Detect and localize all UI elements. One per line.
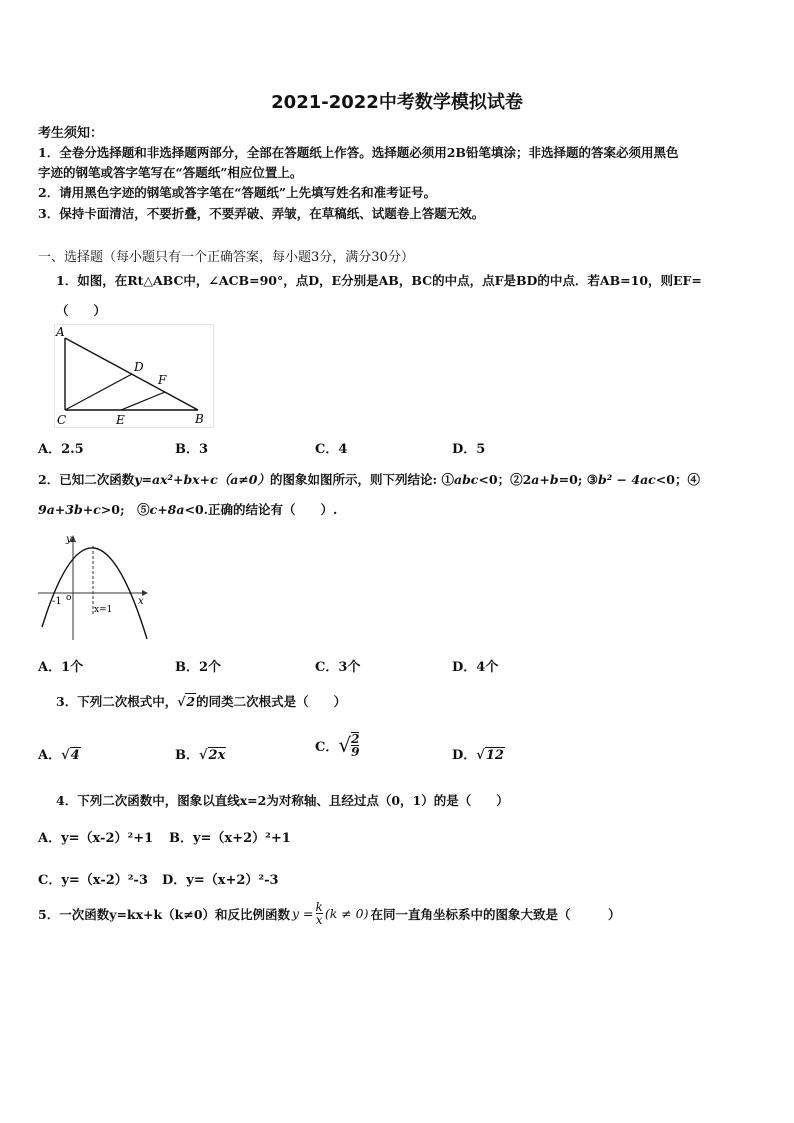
radicand: 12 <box>485 748 504 763</box>
q3-option-c[interactable]: C．√ $\frac{2}{9}$ <box>315 732 360 759</box>
numerator: k <box>315 900 323 914</box>
q2-expr: b <box>549 472 559 487</box>
sqrt-2: √2 <box>177 694 196 709</box>
label-f: F <box>158 373 167 387</box>
notice-item: 字迹的钢笔或答字笔写在“答题纸”相应位置上。 <box>38 165 303 180</box>
q2-text: >0; ⑤ <box>100 502 150 517</box>
section-heading: 一、选择题（每小题只有一个正确答案，每小题3分，满分30分） <box>38 250 414 265</box>
q2-text: <0；④ <box>655 472 700 487</box>
segment-ef <box>121 392 165 410</box>
label-minus-one: -1 <box>52 596 62 607</box>
q1-option-b[interactable]: B．3 <box>175 442 209 457</box>
q2-stem-line2 <box>38 500 337 518</box>
segment-cd <box>65 374 132 410</box>
q2-text: <0.正确的结论有（ ）. <box>184 502 338 517</box>
q3-stem <box>56 692 346 710</box>
fraction-k-over-x <box>316 901 323 926</box>
q5-text: 5．一次函数y=kx+k（k≠0）和反比例函数 <box>38 906 291 922</box>
option-letter: B． <box>175 748 199 763</box>
option-letter: C． <box>315 739 339 755</box>
sqrt-4: √4 <box>61 748 80 763</box>
q1-option-c[interactable]: C．4 <box>315 442 348 457</box>
radicand: 2 <box>186 694 196 709</box>
q3-option-b[interactable] <box>175 744 226 763</box>
q2-text: + <box>539 472 550 487</box>
q2-stem-line1 <box>38 470 700 488</box>
label-x: x <box>138 596 144 607</box>
q2-text: 2．已知二次函数 <box>38 472 135 487</box>
q4-option-c[interactable]: C．y=（x-2）²-3 <box>38 873 148 888</box>
notice-item: 2．请用黑色字迹的钢笔或答字笔在“答题纸”上先填写姓名和准考证号。 <box>38 185 437 200</box>
radicand: 4 <box>70 748 80 763</box>
q2-expr: b² − 4ac <box>597 472 656 487</box>
label-b: B <box>195 412 204 426</box>
page-title: 2021-2022中考数学模拟试卷 <box>271 92 523 113</box>
q3-option-d[interactable] <box>452 744 505 763</box>
label-y: y <box>66 534 72 545</box>
label-a: A <box>56 325 65 339</box>
q5-stem <box>38 901 621 926</box>
denominator: 9 <box>351 745 360 759</box>
q4-option-b[interactable]: B．y=（x+2）²+1 <box>169 831 291 846</box>
q3-text: 3．下列二次根式中， <box>56 694 178 709</box>
q2-text: <0；②2 <box>478 472 532 487</box>
denominator: x <box>315 913 323 927</box>
label-origin: o <box>66 593 72 603</box>
notice-heading: 考生须知： <box>38 126 104 141</box>
q2-expr: 9a+3b+c <box>38 502 101 517</box>
q1-stem-blank: （ ） <box>56 303 107 318</box>
q1-stem: 1．如图，在Rt△ABC中，∠ACB=90°，点D，E分别是AB，BC的中点，点F是BD的中点．若AB=10，则EF= <box>56 273 702 288</box>
q3-option-a[interactable] <box>38 744 81 763</box>
label-e: E <box>116 413 125 427</box>
q5-text: 在同一直角坐标系中的图象大致是（ ） <box>370 906 621 922</box>
q2-function: y=ax²+bx+c（a≠0） <box>134 472 270 487</box>
q2-text: 的图象如图所示，则下列结论: ① <box>270 472 454 487</box>
q1-option-a[interactable]: A．2.5 <box>38 442 84 457</box>
label-axis-x1: x=1 <box>94 605 113 615</box>
sqrt-12: √12 <box>476 748 504 763</box>
sqrt-2x: √2x <box>199 748 226 763</box>
option-letter: D． <box>452 748 477 763</box>
q2-option-b[interactable]: B．2个 <box>175 660 222 675</box>
q2-expr: abc <box>453 472 479 487</box>
q2-option-a[interactable]: A．1个 <box>38 660 84 675</box>
notice-item: 1．全卷分选择题和非选择题两部分，全部在答题纸上作答。选择题必须用2B铅笔填涂；非选择题的答案必须用黑色 <box>38 145 679 160</box>
q1-option-d[interactable]: D．5 <box>452 442 486 457</box>
q4-stem: 4．下列二次函数中，图象以直线x=2为对称轴、且经过点（0，1）的是（ ） <box>56 793 509 808</box>
q2-expr: a <box>531 472 540 487</box>
q1-triangle-figure <box>54 324 214 428</box>
q5-y: y = <box>292 906 314 921</box>
label-d: D <box>134 360 144 374</box>
q2-expr: c+8a <box>149 502 185 517</box>
q4-option-a[interactable]: A．y=（x-2）²+1 <box>38 831 154 846</box>
q2-text: =0; ③ <box>558 472 598 487</box>
q2-option-d[interactable]: D．4个 <box>452 660 499 675</box>
q5-condition: (k ≠ 0) <box>324 906 369 921</box>
q3-text: 的同类二次根式是（ ） <box>196 694 347 709</box>
numerator: 2 <box>351 732 360 746</box>
label-c: C <box>57 413 67 427</box>
fraction-2-9 <box>351 732 359 758</box>
option-letter: A． <box>38 748 62 763</box>
q2-parabola-figure <box>38 532 152 642</box>
radicand: 2x <box>208 748 226 763</box>
q2-option-c[interactable]: C．3个 <box>315 660 361 675</box>
q4-option-d[interactable]: D．y=（x+2）²-3 <box>162 873 279 888</box>
notice-item: 3．保持卡面清洁，不要折叠，不要弄破、弄皱，在草稿纸、试题卷上答题无效。 <box>38 206 485 221</box>
